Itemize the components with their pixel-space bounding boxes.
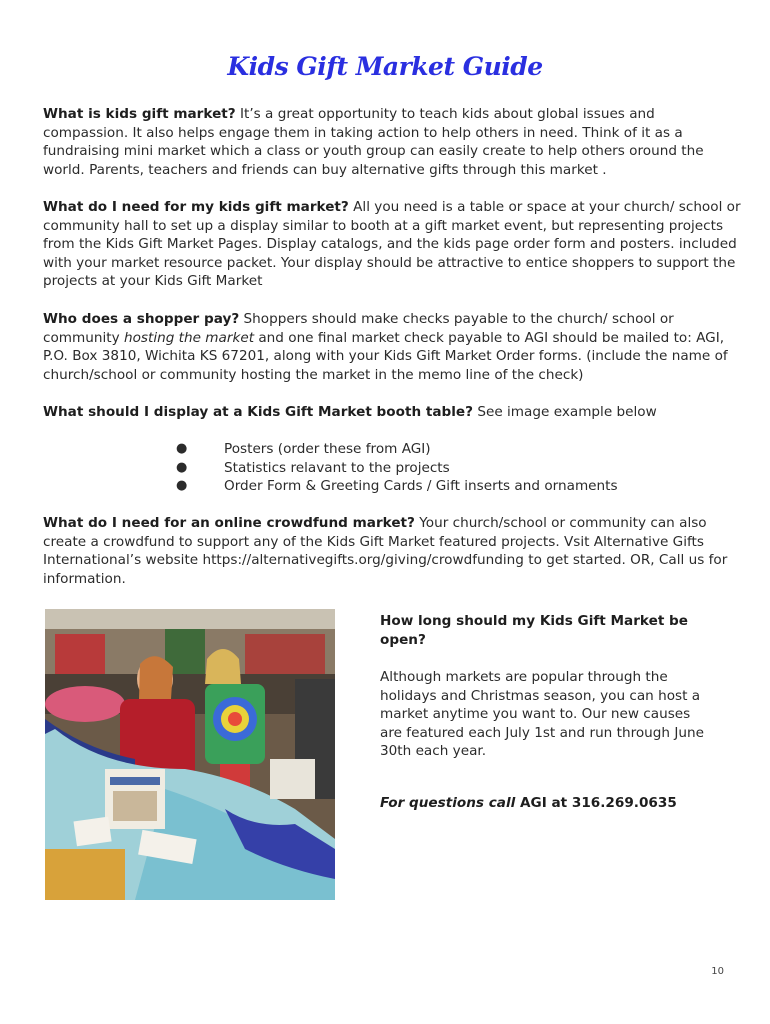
question-who-pays: Who does a shopper pay? [43, 311, 240, 327]
paragraph-what-is [43, 105, 743, 179]
answer-who-pays-italic: hosting the market [123, 329, 255, 346]
sidebar-answer: Although markets are popular through the holidays and Christmas season, you can host a market anytime you want to. Our new causes are featured each July 1st and run through June 30th each year. [380, 669, 704, 760]
sidebar-question: How long should my Kids Gift Market be open? [380, 613, 689, 648]
market-booth-photo [45, 609, 335, 900]
bullet-icon: ● [176, 459, 188, 475]
answer-display: See image example below [473, 404, 657, 420]
answer-what-need: All you need is a table or space at your church/ school or community hall to set up a display similar to booth at a gift market event, but representing projects from the Kids Gift Market Pages. Display catalogs, and the kids page order form and posters. included with your market resource packet. Your display should be attractive to entice shoppers to support the projects at your Kids Gift Market [43, 199, 741, 290]
contact-prefix: For questions call [380, 795, 516, 811]
list-item: ● Posters (order these from AGI) [176, 441, 431, 457]
contact-number: AGI at 316.269.0635 [515, 795, 677, 811]
paragraph-crowdfund [43, 514, 743, 588]
bullet-icon: ● [176, 441, 188, 456]
page-title: Kids Gift Market Guide [227, 52, 543, 81]
answer-crowdfund: Your church/school or community can also create a crowdfund to support any of the Kids Gift Market featured projects. Vsit Alternative Gifts International’s website https://alternativegifts.org/giving/crowdfunding to get started. OR, Call us for information. [43, 515, 728, 587]
paragraph-what-need [43, 198, 743, 291]
question-display: What should I display at a Kids Gift Market booth table? [43, 404, 474, 420]
list-item: ● Statistics relavant to the projects [176, 459, 450, 476]
question-what-is: What is kids gift market? [43, 106, 236, 122]
answer-who-pays-2: and one final market check payable to AGI should be mailed to: AGI, P.O. Box 3810, Wichita KS 67201, along with your Kids Gift Market Order forms. (include the name of church/school or community hosting the market in the memo line of the check) [43, 329, 728, 383]
display-bullet-list [176, 440, 696, 496]
answer-what-is: It’s a great opportunity to teach kids about global issues and compassion. It also helps engage them in taking action to help others in need. Think of it as a fundraising mini market which a class or youth group can easily create to help others oround the world. Parents, teachers and friends can buy alternative gifts through this market . [43, 106, 704, 178]
question-crowdfund: What do I need for an online crowdfund market? [43, 515, 415, 531]
paragraph-who-pays [43, 310, 743, 384]
list-item: ● Order Form & Greeting Cards / Gift inserts and ornaments [176, 478, 618, 495]
bullet-icon: ● [176, 478, 188, 494]
question-what-need: What do I need for my kids gift market? [43, 199, 349, 215]
contact-line [380, 794, 710, 813]
answer-who-pays-1: Shoppers should make checks payable to the church/ school or community [43, 311, 674, 346]
paragraph-display [43, 403, 743, 422]
page-number: 10 [711, 966, 724, 977]
